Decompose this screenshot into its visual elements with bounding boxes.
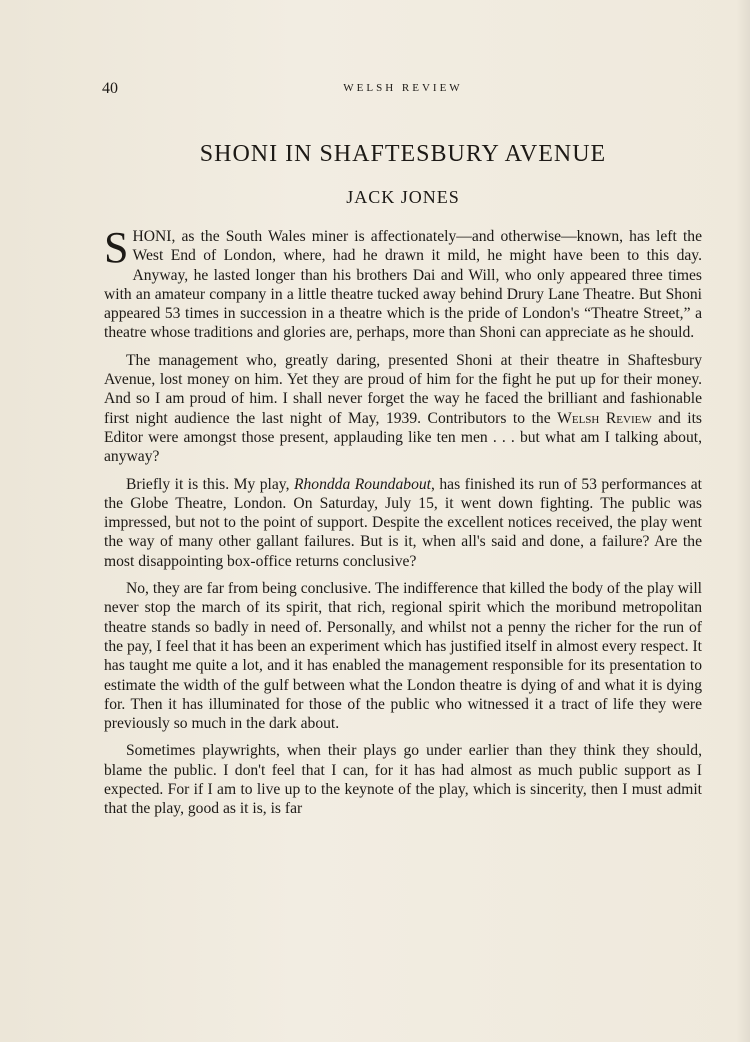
paragraph-5	[104, 741, 702, 818]
play-title-italic: Rhondda Roundabout	[293, 475, 431, 493]
page-number: 40	[102, 80, 118, 97]
journal-title: WELSH REVIEW	[343, 82, 463, 94]
paragraph-2	[104, 351, 702, 467]
paragraph-3-text-b: , has finished its run of 53 performances at the Globe Theatre, London. On Saturday, July 15, it went down fighting. The public was impressed, but not to the point of support. Despite the excellent notices received, the play went the way of many other gallant failures. But is it, when all's said and done, a failure? Are the most disappointing box-office returns conclusive?	[104, 475, 702, 570]
paragraph-3-text-a: Briefly it is this. My play,	[126, 475, 294, 493]
drop-cap: S	[104, 223, 129, 272]
article-body	[104, 223, 703, 827]
paragraph-3	[104, 475, 702, 571]
article-title: SHONI IN SHAFTESBURY AVENUE	[199, 141, 607, 167]
paragraph-2-text-b: and its Editor were amongst those present, applauding like ten men . . . but what am I talking about, anyway?	[104, 409, 703, 466]
journal-name-smallcaps: Welsh Review	[557, 409, 652, 427]
paragraph-4	[104, 579, 702, 733]
paragraph-2-text-a: The management who, greatly daring, presented Shoni at their theatre in Shaftesbury Avenue, lost money on him. Yet they are proud of him for the fight he put up for their money. And so I am proud of him. I shall never forget the way he faced the brilliant and fashionable first night audience the last night of May, 1939. Contributors to the	[104, 351, 702, 427]
author-name: JACK JONES	[346, 187, 460, 207]
paragraph-4-text: No, they are far from being conclusive. The indifference that killed the body of the play will never stop the march of its spirit, that rich, regional spirit which the moribund metropolitan theatre stands so badly in need of. Personally, and whilst not a penny the richer for the run of the pay, I feel that it has been an experiment which has justified itself in almost every respect. It has taught me quite a lot, and it has enabled the management responsible for its presentation to estimate the width of the gulf between what the London theatre is dying of and what it is dying for. Then it has illuminated for those of the public who witnessed it a tract of life they were previously so much in the dark about.	[104, 580, 702, 733]
paragraph-1	[104, 223, 702, 343]
running-head	[102, 80, 704, 98]
paragraph-1-text: HONI, as the South Wales miner is affectionately—and otherwise—known, has left the West End of London, where, had he drawn it mild, he might have been to this day. Anyway, he lasted longer than his brothers Dai and Will, who only appeared three times with an amateur company in a little theatre tucked away behind Drury Lane Theatre. But Shoni appeared 53 times in succession in a theatre which is the pride of London's “Theatre Street,” a theatre whose traditions and glories are, perhaps, more than Shoni can appreciate as he should.	[104, 228, 702, 342]
page-edge-shadow	[736, 0, 750, 1042]
paragraph-5-text: Sometimes playwrights, when their plays go under earlier than they think they should, blame the public. I don't feel that I can, for it has had almost as much public support as I expected. For if I am to live up to the keynote of the play, which is sincerity, then I must admit that the play, good as it is, is far	[104, 742, 702, 818]
